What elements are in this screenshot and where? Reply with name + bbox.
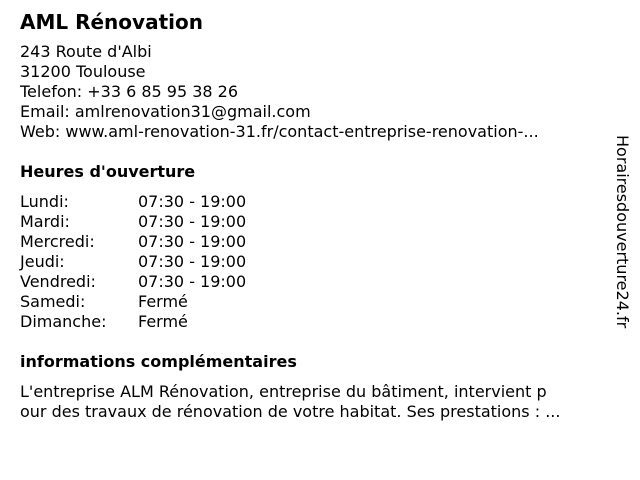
hours-day: Dimanche:	[20, 312, 107, 331]
hours-day: Mardi:	[20, 212, 70, 231]
hours-time: 07:30 - 19:00	[138, 272, 247, 291]
hours-day: Vendredi:	[20, 272, 96, 291]
hours-row	[20, 192, 610, 212]
business-card	[20, 10, 610, 422]
hours-time: 07:30 - 19:00	[138, 252, 247, 271]
hours-row	[20, 212, 610, 232]
hours-row	[20, 312, 610, 332]
email: Email: amlrenovation31@gmail.com	[20, 102, 311, 121]
hours-day: Mercredi:	[20, 232, 95, 251]
website: Web: www.aml-renovation-31.fr/contact-entreprise-renovation-...	[20, 122, 539, 141]
address-line-2: 31200 Toulouse	[20, 62, 146, 81]
hours-time: Fermé	[138, 292, 188, 311]
info-line-2: our des travaux de rénovation de votre habitat. Ses prestations : ...	[20, 402, 561, 421]
phone: Telefon: +33 6 85 95 38 26	[20, 82, 239, 101]
hours-table	[20, 192, 610, 332]
address-line-1: 243 Route d'Albi	[20, 42, 152, 61]
hours-day: Samedi:	[20, 292, 86, 311]
watermark-text: Horairesdouverture24.fr	[613, 135, 632, 329]
hours-row	[20, 252, 610, 272]
hours-time: 07:30 - 19:00	[138, 212, 247, 231]
hours-row	[20, 272, 610, 292]
hours-time: Fermé	[138, 312, 188, 331]
hours-day: Lundi:	[20, 192, 69, 211]
business-name: AML Rénovation	[20, 10, 203, 34]
hours-time: 07:30 - 19:00	[138, 192, 247, 211]
hours-time: 07:30 - 19:00	[138, 232, 247, 251]
info-title: informations complémentaires	[20, 352, 297, 371]
hours-day: Jeudi:	[20, 252, 65, 271]
info-line-1: L'entreprise ALM Rénovation, entreprise du bâtiment, intervient p	[20, 382, 547, 401]
hours-title: Heures d'ouverture	[20, 162, 196, 181]
hours-row	[20, 292, 610, 312]
hours-row	[20, 232, 610, 252]
info-description	[20, 382, 610, 422]
